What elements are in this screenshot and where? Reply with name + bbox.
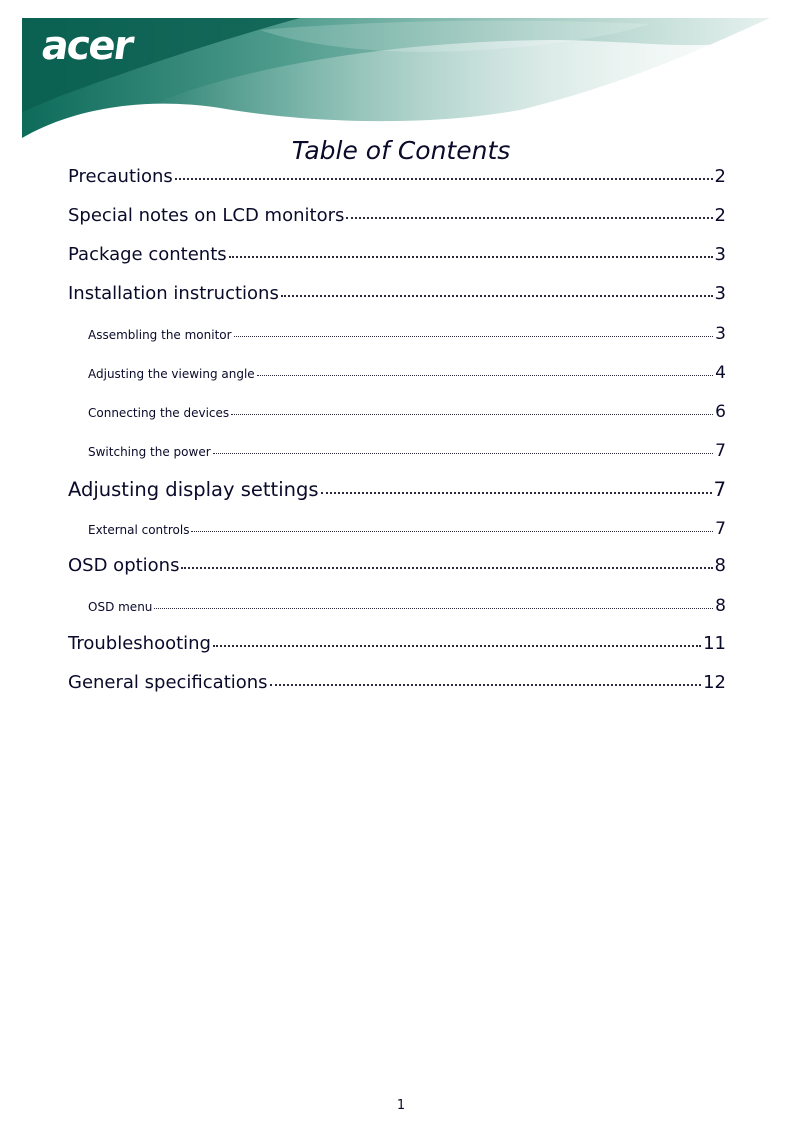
toc-entry-page: 3 bbox=[714, 283, 726, 304]
toc-dot-leader bbox=[321, 492, 712, 494]
toc-dot-leader bbox=[229, 256, 713, 258]
toc-dot-leader bbox=[154, 608, 713, 609]
toc-entry-page: 6 bbox=[715, 402, 726, 422]
toc-entry[interactable] bbox=[68, 633, 726, 654]
page-title: Table of Contents bbox=[291, 136, 511, 165]
toc-dot-leader bbox=[181, 567, 712, 569]
toc-dot-leader bbox=[175, 178, 713, 180]
toc-entry[interactable] bbox=[68, 283, 726, 304]
toc-dot-leader bbox=[346, 217, 712, 219]
toc-entry[interactable] bbox=[68, 166, 726, 187]
toc-dot-leader bbox=[213, 453, 714, 454]
toc-entry-page: 2 bbox=[714, 166, 726, 187]
toc-entry-page: 12 bbox=[703, 672, 726, 693]
toc-entry[interactable] bbox=[88, 596, 726, 616]
toc-entry-label: Adjusting display settings bbox=[68, 478, 319, 501]
toc-dot-leader bbox=[234, 336, 714, 337]
toc-entry-label: OSD options bbox=[68, 555, 180, 576]
toc-dot-leader bbox=[281, 295, 713, 297]
toc-entry[interactable] bbox=[68, 244, 726, 265]
toc-dot-leader bbox=[191, 531, 713, 532]
acer-logo: acer bbox=[38, 23, 135, 69]
toc-entry-label: Special notes on LCD monitors bbox=[68, 205, 345, 226]
toc-entry-page: 11 bbox=[703, 633, 726, 654]
toc-entry-label: Assembling the monitor bbox=[88, 328, 232, 342]
toc-entry[interactable] bbox=[88, 324, 726, 344]
toc-entry[interactable] bbox=[68, 478, 726, 501]
toc-entry[interactable] bbox=[88, 441, 726, 461]
toc-dot-leader bbox=[257, 375, 713, 376]
toc-entry-label: External controls bbox=[88, 523, 190, 537]
toc-entry-label: General specifications bbox=[68, 672, 268, 693]
toc-entry-page: 2 bbox=[714, 205, 726, 226]
toc-dot-leader bbox=[270, 684, 702, 686]
toc-entry-page: 7 bbox=[713, 478, 726, 501]
toc-entry-page: 7 bbox=[715, 441, 726, 461]
header-banner bbox=[0, 0, 802, 150]
toc-entry-page: 8 bbox=[715, 596, 726, 616]
page-number: 1 bbox=[396, 1098, 406, 1113]
toc-entry-label: Troubleshooting bbox=[68, 633, 211, 654]
toc-entry[interactable] bbox=[88, 363, 726, 383]
toc-entry-page: 3 bbox=[714, 244, 726, 265]
toc-entry-page: 7 bbox=[715, 519, 726, 539]
toc-entry-label: Adjusting the viewing angle bbox=[88, 367, 255, 381]
toc-entry[interactable] bbox=[68, 555, 726, 576]
toc-entry-label: Package contents bbox=[68, 244, 227, 265]
toc-entry-page: 4 bbox=[715, 363, 726, 383]
toc-dot-leader bbox=[231, 414, 713, 415]
toc-dot-leader bbox=[213, 645, 701, 647]
toc-entry[interactable] bbox=[88, 402, 726, 422]
toc-entry-label: Connecting the devices bbox=[88, 406, 230, 420]
toc-entry-label: Switching the power bbox=[88, 445, 211, 459]
toc-entry-page: 3 bbox=[715, 324, 726, 344]
toc-entry-label: OSD menu bbox=[88, 600, 153, 614]
toc-entry[interactable] bbox=[88, 519, 726, 539]
toc-entry-label: Precautions bbox=[68, 166, 173, 187]
toc-entry-page: 8 bbox=[714, 555, 726, 576]
toc-entry[interactable] bbox=[68, 205, 726, 226]
toc-entry[interactable] bbox=[68, 672, 726, 693]
toc-entry-label: Installation instructions bbox=[68, 283, 279, 304]
